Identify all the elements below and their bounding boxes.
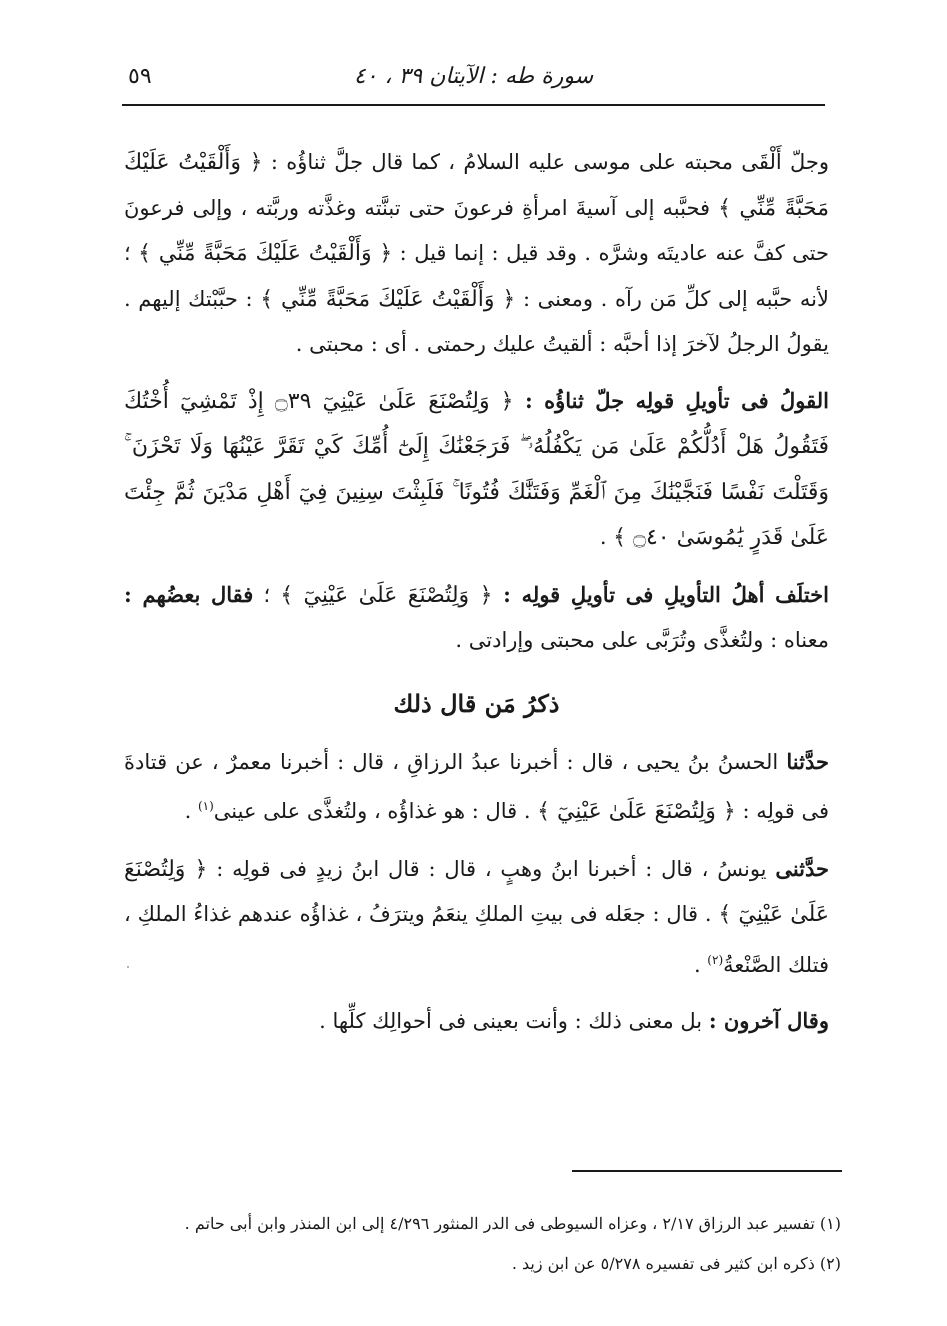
paragraph-p1 (124, 140, 829, 367)
text-run: يونسُ ، قال : أخبرنا ابنُ وهبٍ ، قال : قال ابنُ زيدٍ فى قولِه : (207, 856, 776, 881)
text-run: . قال : هو غذاؤُه ، ولتُغذَّى على عينى (213, 799, 538, 823)
paragraph-p4 (124, 740, 829, 835)
quran-quote: ﴿ وَأَلْقَيْتُ عَلَيْكَ مَحَبَّةً مِّنِّي ﴾ (124, 150, 829, 221)
quran-quote: ﴿ وَأَلْقَيْتُ عَلَيْكَ مَحَبَّةً مِّنِّي ﴾ (260, 286, 516, 312)
page-number: ٥٩ (128, 64, 152, 89)
text-run: وجلّ أَلْقَى محبته على موسى عليه السلامُ ، كما قال جلَّ ثناؤُه : (262, 150, 829, 174)
quran-quote: ﴿ وَلِتُصْنَعَ عَلَىٰ عَيْنِيٓ ﴾ (124, 856, 829, 927)
text-run: الحسنُ بنُ يحيى ، قال : أخبرنا عبدُ الرزاقِ ، قال : أخبرنا معمرٌ ، عن قتادةَ فى قولِه : (124, 749, 829, 823)
quran-quote: ﴿ وَلِتُصْنَعَ عَلَىٰ عَيْنِيٓ ﴾ (280, 582, 493, 608)
lead-phrase: حدَّثنا (786, 748, 829, 774)
footnote-1: (١) تفسير عبد الرزاق ٢/١٧ ، وعزاه السيوطى فى الدر المنثور ٤/٢٩٦ إلى ابن المنذر وابن أبى حاتم . (184, 1214, 841, 1233)
quran-quote: ﴿ وَلِتُصْنَعَ عَلَىٰ عَيْنِيٓ ﴾ (537, 799, 736, 824)
text-run: ؛ لأنه حبَّبه إلى كلِّ مَن رآه . ومعنى : (124, 241, 829, 311)
paragraph-p2 (124, 379, 829, 561)
paragraph-group-1 (124, 140, 829, 663)
lead-phrase: اختلَف أهلُ التأويلِ فى تأويلِ قولِه : (492, 581, 829, 607)
section-title: ذكرُ مَن قال ذلك (393, 688, 560, 718)
text-run: معناه : ولتُغذَّى وتُرَبَّى على محبتى وإرادتى . (455, 628, 829, 652)
paragraph-p6 (124, 999, 829, 1044)
paragraph-group-2 (124, 740, 829, 1044)
footnote-ref: (٢) (707, 952, 724, 967)
text-run: بل معنى ذلك : وأنت بعينى فى أحوالِك كلِّها . (319, 1009, 709, 1033)
paragraph-p3 (124, 573, 829, 663)
text-run: ؛ (253, 582, 281, 607)
quran-quote: ﴿ وَأَلْقَيْتُ عَلَيْكَ مَحَبَّةً مِّنِّي ﴾ (138, 241, 393, 266)
footnote-2: (٢) ذكره ابن كثير فى تفسيره ٥/٢٧٨ عن ابن زيد . (511, 1254, 841, 1273)
text-run: . (184, 799, 198, 823)
lead-phrase: حدَّثنى (775, 855, 830, 881)
main-text (124, 140, 829, 1044)
running-header (122, 56, 825, 100)
scan-speck (127, 966, 129, 968)
footnotes (124, 1204, 841, 1284)
lead-phrase: القولُ فى تأويلِ قولِه جلّ ثناؤُه : (513, 387, 829, 413)
text-run: : حبَّبْتك إليهم . يقولُ الرجلُ لآخرَ إذا أحبَّه : ألقيتُ عليك رحمتى . أى : محبتى . (124, 286, 829, 356)
text-run: . (693, 952, 708, 977)
text-run: . قال : جعَله فى بيتِ الملكِ ينعَمُ ويترَفُ ، غذاؤُه عندهم غذاءُ الملكِ ، فتلك الصَّنْعةُ (124, 902, 829, 977)
text-run: فحبَّبه إلى آسيةَ امرأةِ فرعونَ حتى تبنَّته وغذَّته وربَّته ، وإلى فرعونَ حتى كفَّ عنه عاديتَه وشرَّه . وقد قيل : إنما قيل : (124, 195, 830, 265)
lead-phrase: فقال بعضُهم : (124, 581, 254, 607)
footnote-rule (572, 1170, 842, 1172)
paragraph-p5 (124, 847, 829, 988)
text-run: . (599, 525, 614, 549)
footnote-ref: (١) (197, 799, 214, 813)
header-title: سورة طه : الآيتان ٣٩ ، ٤٠ (353, 64, 594, 89)
lead-phrase: وقال آخرون : (708, 1008, 829, 1033)
header-rule (122, 104, 825, 106)
quran-quote: ﴿ وَلِتُصْنَعَ عَلَىٰ عَيْنِيٓ ۝٣٩ إِذْ تَمْشِيٓ أُخْتُكَ فَتَقُولُ هَلْ أَدُلُّكُمْ عَلَىٰ مَن يَكْفُلُهُۥ ۖ فَرَجَعْنَٰكَ إِلَىٰٓ أُمِّكَ كَيْ تَقَرَّ عَيْنُهَا وَلَا تَحْزَنَ ۚ وَقَتَلْتَ نَفْسًا فَنَجَّيْنَٰكَ مِنَ ٱلْغَمِّ وَفَتَنَّٰكَ فُتُونًا ۚ فَلَبِثْتَ سِنِينَ فِيٓ أَهْلِ مَدْيَنَ ثُمَّ جِئْتَ عَلَىٰ قَدَرٍ يَٰمُوسَىٰ ۝٤٠ ﴾ (124, 388, 829, 550)
